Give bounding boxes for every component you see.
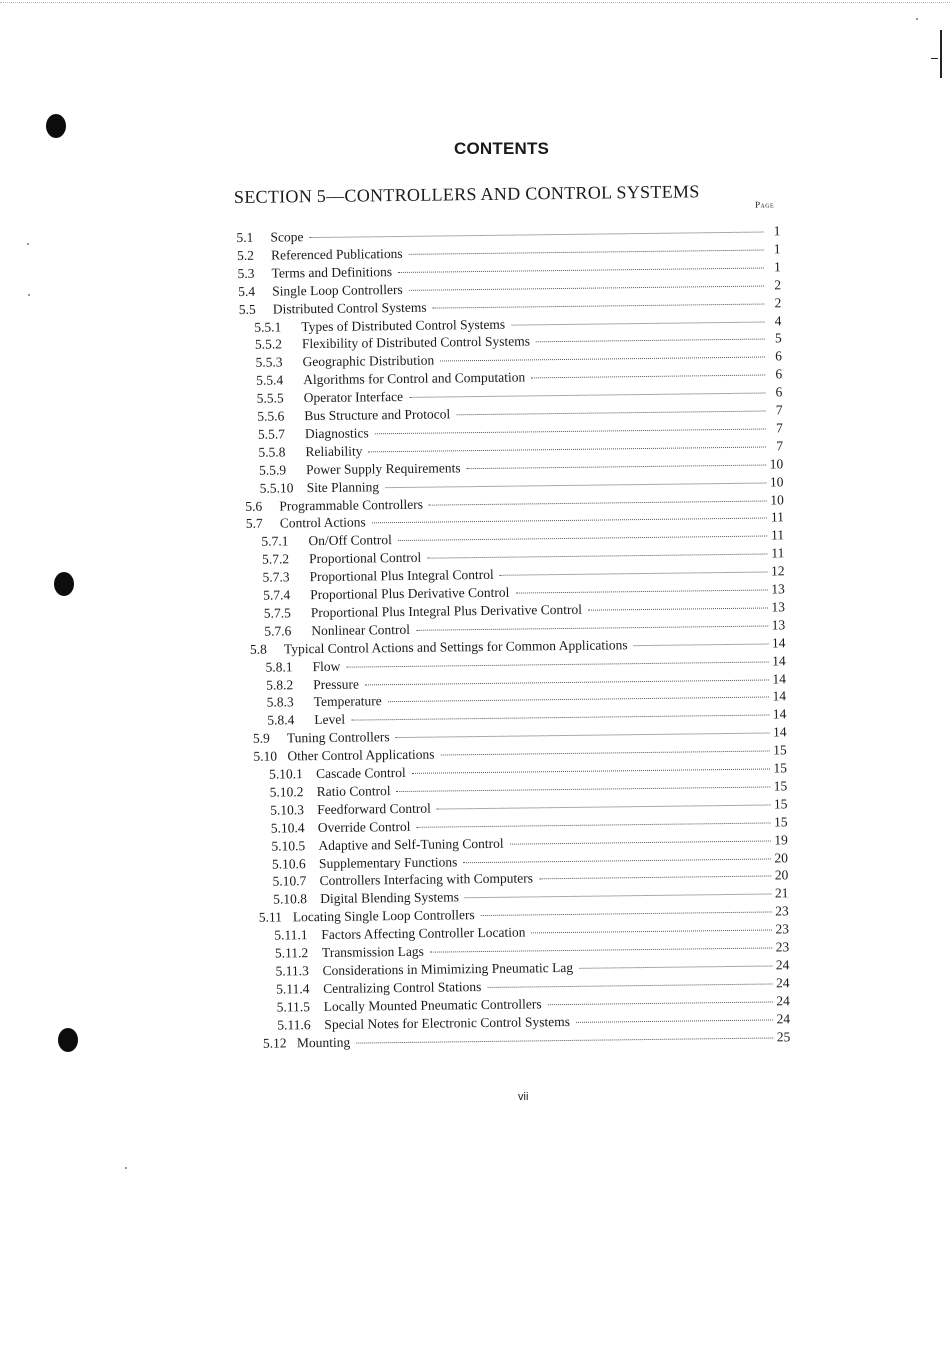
dot-leader [539, 876, 771, 880]
toc-entry-page: 1 [773, 241, 781, 257]
toc-entry-page: 15 [773, 796, 788, 812]
toc-entry-page: 23 [775, 921, 790, 937]
toc-entry-title: Site Planning [306, 478, 380, 495]
toc-entry-title: Power Supply Requirements [306, 459, 461, 477]
toc-entry-title: On/Off Control [308, 532, 392, 549]
toc-entry-number: 5.8 [249, 641, 267, 657]
toc-entry-number: 5.11 [258, 909, 283, 925]
toc-entry-title: Types of Distributed Control Systems [301, 316, 506, 334]
toc-entry-title: Locally Mounted Pneumatic Controllers [323, 995, 542, 1014]
dot-leader [416, 625, 768, 630]
toc-entry-title: Distributed Control Systems [272, 299, 427, 317]
toc-entry-title: Centralizing Control Stations [323, 978, 482, 996]
toc-entry-title: Nonlinear Control [311, 621, 411, 638]
toc-entry-title: Proportional Control [308, 549, 422, 567]
toc-entry-title: Proportional Plus Derivative Control [310, 584, 510, 603]
toc-entry-page: 13 [771, 581, 785, 597]
page-column-header: Page [755, 199, 775, 210]
dot-leader [416, 822, 770, 827]
dot-leader [588, 607, 768, 610]
toc-entry-title: Digital Blending Systems [320, 889, 460, 907]
toc-entry-page: 20 [774, 867, 789, 883]
toc-entry-title: Adaptive and Self-Tuning Control [318, 835, 504, 853]
toc-entry-title: Scope [270, 229, 304, 245]
toc-entry-title: Feedforward Control [317, 800, 431, 817]
toc-entry-page: 24 [776, 992, 790, 1009]
toc-entry-page: 11 [771, 545, 785, 561]
toc-entry-title: Single Loop Controllers [272, 281, 403, 299]
toc-entry-page: 13 [771, 599, 786, 615]
toc-entry-page: 14 [772, 724, 787, 740]
toc-entry-title: Typical Control Actions and Settings for Common Applications [283, 636, 628, 657]
toc-entry-title: Special Notes for Electronic Control Systems [324, 1013, 571, 1032]
dot-leader [536, 339, 765, 343]
toc-entry-number: 5.5.6 [257, 408, 285, 424]
toc-entry-page: 15 [774, 813, 788, 830]
toc-entry-page: 11 [770, 509, 784, 525]
toc-entry-title: Locating Single Loop Controllers [292, 907, 475, 925]
toc-entry-number: 5.11.4 [276, 980, 310, 997]
toc-entry-page: 2 [774, 294, 782, 310]
toc-entry-number: 5.7.6 [264, 623, 292, 639]
toc-entry-number: 5.5.5 [256, 390, 284, 406]
toc-entry-number: 5.11.1 [274, 927, 308, 943]
dot-leader [396, 733, 770, 739]
toc-entry-title: Programmable Controllers [279, 496, 424, 513]
dot-leader [427, 554, 767, 559]
dot-leader [531, 375, 765, 379]
toc-entry-page: 15 [773, 760, 788, 776]
toc-entry-title: Bus Structure and Protocol [304, 406, 451, 424]
toc-entry-number: 5.5.7 [257, 426, 286, 442]
toc-entry-title: Proportional Plus Integral Plus Derivative Control [310, 601, 583, 620]
toc-entry-page: 23 [775, 903, 789, 919]
section-title: SECTION 5—CONTROLLERS AND CONTROL SYSTEMS [233, 181, 700, 207]
dot-leader [500, 572, 768, 576]
toc-entry-page: 14 [772, 706, 787, 722]
toc-entry-page: 11 [771, 527, 785, 543]
dot-leader [515, 590, 767, 594]
toc-entry-number: 5.11.3 [275, 963, 309, 979]
contents-heading: CONTENTS [454, 139, 550, 158]
toc-entry-number: 5.8.3 [266, 694, 294, 711]
toc-entry-page: 14 [772, 652, 786, 669]
toc-entry-number: 5.10.7 [272, 873, 307, 889]
toc-entry-number: 5.10.5 [271, 837, 306, 854]
toc-entry-number: 5.5 [238, 301, 256, 317]
toc-entry-page: 10 [769, 455, 784, 472]
toc-entry-title: Pressure [313, 676, 360, 692]
dot-leader [511, 321, 764, 325]
dot-leader [385, 482, 766, 488]
toc-entry-number: 5.7.1 [261, 533, 289, 549]
toc-entry-title: Tuning Controllers [286, 729, 390, 746]
toc-entry-page: 21 [774, 885, 789, 901]
toc-entry-number: 5.8.4 [267, 712, 295, 728]
dot-leader [368, 446, 766, 452]
toc-entry-number: 5.5.1 [254, 318, 282, 335]
dot-leader [388, 697, 769, 703]
toc-entry-page: 7 [775, 420, 783, 436]
toc-entry-number: 5.10.1 [269, 766, 303, 782]
dot-leader [576, 1019, 773, 1022]
toc-entry-page: 7 [776, 438, 784, 454]
dot-leader [467, 464, 767, 469]
toc-entry-number: 5.9 [252, 730, 270, 746]
toc-entry-number: 5.5.3 [255, 354, 283, 371]
toc-entry-page: 4 [774, 312, 782, 328]
toc-entry-number: 5.5.4 [256, 372, 284, 388]
toc-entry-page: 15 [773, 742, 787, 758]
toc-entry-page: 10 [770, 491, 784, 507]
toc-entry-page: 7 [775, 402, 783, 418]
toc-entry-page: 24 [776, 1010, 791, 1027]
toc-entry-page: 15 [773, 778, 788, 794]
dot-leader [409, 285, 764, 290]
dot-leader [412, 768, 770, 773]
dot-leader [346, 661, 768, 667]
toc-entry-title: Controllers Interfacing with Computers [319, 870, 534, 889]
toc-entry-number: 5.10.3 [270, 801, 305, 818]
toc-entry-title: Reliability [305, 443, 363, 459]
toc-entry-title: Considerations in Mimimizing Pneumatic Lag [322, 959, 574, 978]
toc-entry-page: 12 [770, 563, 785, 579]
toc-entry-page: 6 [775, 348, 783, 364]
dot-leader [456, 411, 765, 416]
dot-leader [375, 428, 766, 434]
toc-entry-title: Override Control [317, 818, 411, 835]
toc-entry-title: Mounting [296, 1034, 351, 1050]
toc-entry-title: Level [314, 711, 346, 728]
toc-entry-title: Flexibility of Distributed Control Systems [301, 333, 531, 352]
toc-entry-page: 10 [769, 473, 784, 490]
toc-entry-title: Flow [312, 658, 341, 674]
toc-entry-title: Control Actions [279, 514, 366, 531]
toc-entry-page: 6 [775, 366, 783, 382]
dot-leader [481, 912, 772, 917]
dot-leader [397, 786, 771, 792]
toc-entry-page: 13 [771, 617, 786, 633]
toc-entry-number: 5.7.3 [262, 569, 290, 585]
toc-entry-number: 5.4 [238, 283, 256, 299]
toc-entry-page: 23 [775, 939, 790, 955]
dot-leader [429, 500, 767, 505]
dot-leader [440, 357, 765, 362]
dot-leader [510, 840, 771, 844]
toc-entry-number: 5.7.2 [261, 551, 290, 567]
dot-leader [356, 1037, 773, 1043]
toc-entry-title: Proportional Plus Integral Control [309, 566, 494, 585]
toc-entry-number: 5.10.4 [270, 819, 305, 836]
toc-entry-page: 1 [773, 259, 781, 275]
toc-entry-title: Cascade Control [316, 764, 406, 782]
toc-entry-title: Transmission Lags [321, 943, 424, 960]
toc-entry-number: 5.12 [262, 1034, 287, 1051]
dot-leader [548, 1001, 773, 1005]
toc-entry-title: Supplementary Functions [318, 853, 458, 871]
toc-entry-title: Temperature [313, 693, 382, 710]
toc-entry-title: Factors Affecting Controller Location [321, 924, 526, 943]
toc-entry-number: 5.1 [236, 229, 254, 245]
dot-leader [487, 983, 772, 987]
toc-entry-page: 24 [776, 975, 790, 991]
toc-entry-page: 2 [774, 277, 782, 293]
page-folio: vii [518, 1091, 529, 1103]
dot-leader [351, 715, 769, 721]
toc-entry-page: 24 [775, 957, 790, 973]
toc-entry-number: 5.2 [236, 247, 255, 263]
toc-entry-number: 5.11.6 [277, 1016, 311, 1033]
toc-entry-number: 5.7.4 [263, 587, 291, 603]
dot-leader [409, 249, 764, 254]
toc-entry-number: 5.8.2 [266, 676, 294, 693]
dot-leader [531, 930, 772, 934]
dot-leader [437, 804, 771, 809]
toc-entry-title: Referenced Publications [270, 245, 403, 263]
toc-entry-number: 5.5.2 [254, 336, 283, 353]
toc-entry-page: 19 [774, 831, 788, 848]
toc-entry-page: 14 [772, 670, 787, 686]
toc-entry-title: Diagnostics [304, 425, 369, 442]
toc-entry-title: Geographic Distribution [302, 352, 435, 370]
toc-entry-page: 14 [771, 634, 786, 651]
dot-leader [440, 751, 769, 756]
dot-leader [372, 518, 767, 524]
toc-entry-number: 5.10.2 [269, 784, 304, 800]
toc-entry-number: 5.10 [253, 748, 278, 764]
dot-leader [430, 947, 772, 952]
toc-entry-number: 5.7 [245, 516, 263, 532]
toc-entry-title: Operator Interface [303, 389, 404, 406]
toc-entry-title: Terms and Definitions [271, 263, 393, 281]
toc-entry-number: 5.8.1 [265, 658, 293, 675]
dot-leader [433, 303, 765, 308]
toc-entry-page: 6 [775, 384, 783, 400]
toc-entry-number: 5.5.9 [259, 462, 287, 478]
toc-entry-title: Ratio Control [316, 783, 391, 799]
toc-entry-number: 5.6 [245, 498, 263, 514]
toc-entry-number: 5.10.8 [273, 891, 308, 907]
dot-leader [579, 965, 772, 968]
dot-leader [365, 679, 769, 685]
toc-entry-number: 5.11.2 [274, 945, 309, 961]
toc-entry-number: 5.11.5 [276, 998, 311, 1015]
dot-leader [398, 267, 764, 272]
dot-leader [409, 393, 765, 398]
dot-leader [465, 894, 772, 899]
toc-entry-page: 25 [776, 1028, 791, 1044]
toc-entry-page: 1 [773, 223, 781, 239]
toc-entry-number: 5.10.6 [271, 855, 306, 872]
toc-entry-number: 5.5.8 [258, 444, 286, 460]
toc-entry-page: 14 [772, 688, 787, 704]
dot-leader [463, 858, 771, 863]
dot-leader [634, 643, 769, 646]
dot-leader [309, 232, 763, 239]
toc-entry-title: Algorithms for Control and Computation [303, 369, 526, 388]
toc-entry-number: 5.5.10 [259, 479, 294, 496]
dot-leader [398, 536, 767, 542]
toc-entry-page: 5 [774, 330, 782, 346]
toc-entry-page: 20 [774, 849, 789, 865]
toc-entry-number: 5.7.5 [263, 605, 291, 621]
toc-entry-title: Other Control Applications [287, 746, 435, 764]
toc-entry-number: 5.3 [237, 265, 255, 281]
